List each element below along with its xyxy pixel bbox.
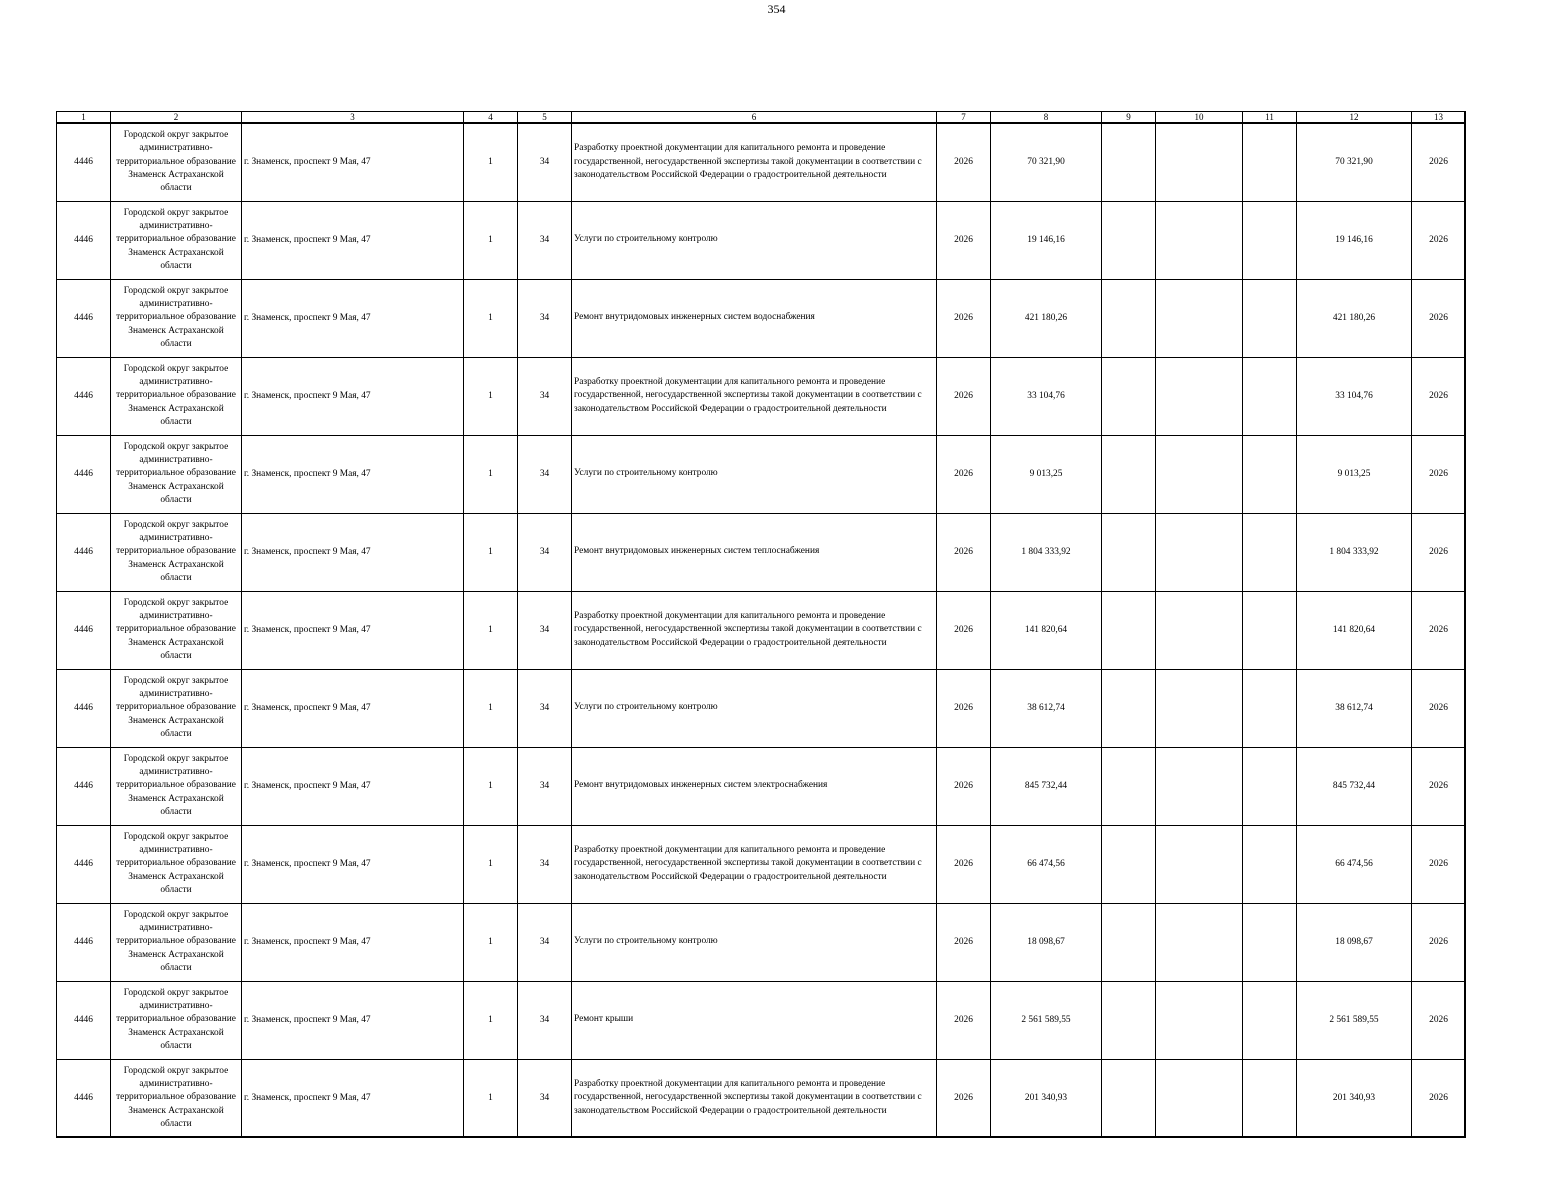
cell-col-11 bbox=[1243, 981, 1297, 1059]
cell-address: г. Знаменск, проспект 9 Мая, 47 bbox=[242, 279, 464, 357]
cell-col-5: 34 bbox=[518, 513, 572, 591]
column-header: 1 bbox=[57, 112, 111, 124]
cell-municipality: Городской округ закрытое административно-территориальное образование Знаменск Астраханской области bbox=[111, 201, 242, 279]
cell-owner-funds: 141 820,64 bbox=[1297, 591, 1412, 669]
cell-completion-year: 2026 bbox=[1412, 591, 1466, 669]
cell-total-cost: 19 146,16 bbox=[991, 201, 1102, 279]
cell-col-5: 34 bbox=[518, 1059, 572, 1137]
table-row bbox=[57, 279, 1466, 357]
cell-col-9 bbox=[1102, 513, 1156, 591]
cell-work-type: Ремонт внутридомовых инженерных систем водоснабжения bbox=[572, 279, 937, 357]
column-header: 11 bbox=[1243, 112, 1297, 124]
cell-record-number: 4446 bbox=[57, 123, 111, 201]
cell-col-10 bbox=[1156, 513, 1243, 591]
cell-col-11 bbox=[1243, 903, 1297, 981]
cell-completion-year: 2026 bbox=[1412, 669, 1466, 747]
cell-owner-funds: 421 180,26 bbox=[1297, 279, 1412, 357]
cell-record-number: 4446 bbox=[57, 435, 111, 513]
cell-col-10 bbox=[1156, 981, 1243, 1059]
cell-col-5: 34 bbox=[518, 123, 572, 201]
cell-record-number: 4446 bbox=[57, 201, 111, 279]
cell-year: 2026 bbox=[937, 591, 991, 669]
column-header: 5 bbox=[518, 112, 572, 124]
cell-address: г. Знаменск, проспект 9 Мая, 47 bbox=[242, 903, 464, 981]
cell-owner-funds: 845 732,44 bbox=[1297, 747, 1412, 825]
cell-col-4: 1 bbox=[464, 669, 518, 747]
cell-total-cost: 18 098,67 bbox=[991, 903, 1102, 981]
cell-col-4: 1 bbox=[464, 1059, 518, 1137]
cell-col-10 bbox=[1156, 1059, 1243, 1137]
page-number: 354 bbox=[767, 2, 786, 16]
cell-col-5: 34 bbox=[518, 435, 572, 513]
cell-record-number: 4446 bbox=[57, 669, 111, 747]
column-number-header-row bbox=[57, 112, 1466, 124]
cell-col-4: 1 bbox=[464, 435, 518, 513]
column-header: 9 bbox=[1102, 112, 1156, 124]
cell-municipality: Городской округ закрытое административно-территориальное образование Знаменск Астраханской области bbox=[111, 123, 242, 201]
cell-completion-year: 2026 bbox=[1412, 981, 1466, 1059]
cell-owner-funds: 2 561 589,55 bbox=[1297, 981, 1412, 1059]
cell-col-5: 34 bbox=[518, 981, 572, 1059]
cell-total-cost: 141 820,64 bbox=[991, 591, 1102, 669]
cell-col-4: 1 bbox=[464, 981, 518, 1059]
cell-col-10 bbox=[1156, 123, 1243, 201]
cell-col-9 bbox=[1102, 903, 1156, 981]
cell-col-5: 34 bbox=[518, 747, 572, 825]
cell-owner-funds: 201 340,93 bbox=[1297, 1059, 1412, 1137]
cell-year: 2026 bbox=[937, 435, 991, 513]
cell-col-9 bbox=[1102, 669, 1156, 747]
cell-municipality: Городской округ закрытое административно-территориальное образование Знаменск Астраханской области bbox=[111, 825, 242, 903]
cell-year: 2026 bbox=[937, 279, 991, 357]
cell-year: 2026 bbox=[937, 747, 991, 825]
cell-work-type: Ремонт крыши bbox=[572, 981, 937, 1059]
table-row bbox=[57, 981, 1466, 1059]
cell-col-5: 34 bbox=[518, 903, 572, 981]
cell-municipality: Городской округ закрытое административно-территориальное образование Знаменск Астраханской области bbox=[111, 435, 242, 513]
cell-completion-year: 2026 bbox=[1412, 201, 1466, 279]
column-header: 4 bbox=[464, 112, 518, 124]
cell-col-4: 1 bbox=[464, 591, 518, 669]
table-row bbox=[57, 747, 1466, 825]
cell-year: 2026 bbox=[937, 981, 991, 1059]
column-header: 8 bbox=[991, 112, 1102, 124]
cell-completion-year: 2026 bbox=[1412, 903, 1466, 981]
cell-work-type: Ремонт внутридомовых инженерных систем теплоснабжения bbox=[572, 513, 937, 591]
cell-work-type: Разработку проектной документации для капитального ремонта и проведение государственной, негосударственной экспертизы такой документации в соответствии с законодательством Российской Федерации о градостроительной деятельности bbox=[572, 357, 937, 435]
table-row bbox=[57, 435, 1466, 513]
column-header: 6 bbox=[572, 112, 937, 124]
cell-municipality: Городской округ закрытое административно-территориальное образование Знаменск Астраханской области bbox=[111, 747, 242, 825]
cell-col-10 bbox=[1156, 903, 1243, 981]
cell-address: г. Знаменск, проспект 9 Мая, 47 bbox=[242, 825, 464, 903]
cell-col-4: 1 bbox=[464, 747, 518, 825]
cell-owner-funds: 33 104,76 bbox=[1297, 357, 1412, 435]
cell-col-11 bbox=[1243, 513, 1297, 591]
cell-address: г. Знаменск, проспект 9 Мая, 47 bbox=[242, 435, 464, 513]
cell-work-type: Разработку проектной документации для капитального ремонта и проведение государственной, негосударственной экспертизы такой документации в соответствии с законодательством Российской Федерации о градостроительной деятельности bbox=[572, 123, 937, 201]
cell-col-5: 34 bbox=[518, 201, 572, 279]
cell-total-cost: 38 612,74 bbox=[991, 669, 1102, 747]
cell-address: г. Знаменск, проспект 9 Мая, 47 bbox=[242, 123, 464, 201]
cell-col-9 bbox=[1102, 123, 1156, 201]
cell-col-10 bbox=[1156, 435, 1243, 513]
cell-col-5: 34 bbox=[518, 591, 572, 669]
cell-total-cost: 70 321,90 bbox=[991, 123, 1102, 201]
table-row bbox=[57, 513, 1466, 591]
cell-record-number: 4446 bbox=[57, 591, 111, 669]
cell-total-cost: 421 180,26 bbox=[991, 279, 1102, 357]
cell-address: г. Знаменск, проспект 9 Мая, 47 bbox=[242, 591, 464, 669]
cell-col-9 bbox=[1102, 201, 1156, 279]
cell-address: г. Знаменск, проспект 9 Мая, 47 bbox=[242, 747, 464, 825]
cell-owner-funds: 70 321,90 bbox=[1297, 123, 1412, 201]
cell-record-number: 4446 bbox=[57, 981, 111, 1059]
cell-col-9 bbox=[1102, 825, 1156, 903]
cell-municipality: Городской округ закрытое административно-территориальное образование Знаменск Астраханской области bbox=[111, 513, 242, 591]
cell-col-4: 1 bbox=[464, 201, 518, 279]
cell-year: 2026 bbox=[937, 201, 991, 279]
cell-col-10 bbox=[1156, 591, 1243, 669]
cell-address: г. Знаменск, проспект 9 Мая, 47 bbox=[242, 357, 464, 435]
cell-col-5: 34 bbox=[518, 279, 572, 357]
cell-completion-year: 2026 bbox=[1412, 279, 1466, 357]
cell-col-11 bbox=[1243, 591, 1297, 669]
cell-year: 2026 bbox=[937, 903, 991, 981]
cell-completion-year: 2026 bbox=[1412, 1059, 1466, 1137]
column-header: 12 bbox=[1297, 112, 1412, 124]
cell-work-type: Разработку проектной документации для капитального ремонта и проведение государственной, негосударственной экспертизы такой документации в соответствии с законодательством Российской Федерации о градостроительной деятельности bbox=[572, 1059, 937, 1137]
cell-total-cost: 2 561 589,55 bbox=[991, 981, 1102, 1059]
cell-address: г. Знаменск, проспект 9 Мая, 47 bbox=[242, 981, 464, 1059]
table-row bbox=[57, 357, 1466, 435]
column-header: 3 bbox=[242, 112, 464, 124]
cell-completion-year: 2026 bbox=[1412, 357, 1466, 435]
cell-completion-year: 2026 bbox=[1412, 435, 1466, 513]
cell-col-11 bbox=[1243, 669, 1297, 747]
table-row bbox=[57, 201, 1466, 279]
cell-col-4: 1 bbox=[464, 825, 518, 903]
cell-address: г. Знаменск, проспект 9 Мая, 47 bbox=[242, 669, 464, 747]
table-row bbox=[57, 669, 1466, 747]
cell-address: г. Знаменск, проспект 9 Мая, 47 bbox=[242, 513, 464, 591]
cell-col-11 bbox=[1243, 279, 1297, 357]
cell-year: 2026 bbox=[937, 1059, 991, 1137]
cell-municipality: Городской округ закрытое административно-территориальное образование Знаменск Астраханской области bbox=[111, 279, 242, 357]
cell-municipality: Городской округ закрытое административно-территориальное образование Знаменск Астраханской области bbox=[111, 1059, 242, 1137]
cell-record-number: 4446 bbox=[57, 279, 111, 357]
cell-work-type: Ремонт внутридомовых инженерных систем электроснабжения bbox=[572, 747, 937, 825]
table-row bbox=[57, 123, 1466, 201]
cell-col-11 bbox=[1243, 1059, 1297, 1137]
cell-work-type: Разработку проектной документации для капитального ремонта и проведение государственной, негосударственной экспертизы такой документации в соответствии с законодательством Российской Федерации о градостроительной деятельности bbox=[572, 591, 937, 669]
cell-owner-funds: 19 146,16 bbox=[1297, 201, 1412, 279]
cell-work-type: Услуги по строительному контролю bbox=[572, 669, 937, 747]
table-row bbox=[57, 591, 1466, 669]
table-row bbox=[57, 903, 1466, 981]
column-header: 13 bbox=[1412, 112, 1466, 124]
cell-col-9 bbox=[1102, 435, 1156, 513]
column-header: 7 bbox=[937, 112, 991, 124]
cell-col-10 bbox=[1156, 201, 1243, 279]
cell-year: 2026 bbox=[937, 825, 991, 903]
cell-col-11 bbox=[1243, 747, 1297, 825]
cell-completion-year: 2026 bbox=[1412, 513, 1466, 591]
cell-owner-funds: 1 804 333,92 bbox=[1297, 513, 1412, 591]
cell-work-type: Разработку проектной документации для капитального ремонта и проведение государственной, негосударственной экспертизы такой документации в соответствии с законодательством Российской Федерации о градостроительной деятельности bbox=[572, 825, 937, 903]
cell-col-10 bbox=[1156, 747, 1243, 825]
cell-col-4: 1 bbox=[464, 279, 518, 357]
column-header: 2 bbox=[111, 112, 242, 124]
cell-completion-year: 2026 bbox=[1412, 123, 1466, 201]
cell-total-cost: 1 804 333,92 bbox=[991, 513, 1102, 591]
cell-year: 2026 bbox=[937, 123, 991, 201]
cell-col-10 bbox=[1156, 357, 1243, 435]
cell-owner-funds: 38 612,74 bbox=[1297, 669, 1412, 747]
cell-col-4: 1 bbox=[464, 123, 518, 201]
cell-work-type: Услуги по строительному контролю bbox=[572, 903, 937, 981]
cell-municipality: Городской округ закрытое административно-территориальное образование Знаменск Астраханской области bbox=[111, 981, 242, 1059]
cell-record-number: 4446 bbox=[57, 825, 111, 903]
cell-col-5: 34 bbox=[518, 357, 572, 435]
cell-year: 2026 bbox=[937, 513, 991, 591]
cell-address: г. Знаменск, проспект 9 Мая, 47 bbox=[242, 201, 464, 279]
cell-address: г. Знаменск, проспект 9 Мая, 47 bbox=[242, 1059, 464, 1137]
cell-col-9 bbox=[1102, 747, 1156, 825]
cell-work-type: Услуги по строительному контролю bbox=[572, 435, 937, 513]
cell-municipality: Городской округ закрытое административно-территориальное образование Знаменск Астраханской области bbox=[111, 357, 242, 435]
cell-col-11 bbox=[1243, 201, 1297, 279]
cell-col-11 bbox=[1243, 435, 1297, 513]
cell-col-9 bbox=[1102, 1059, 1156, 1137]
cell-col-10 bbox=[1156, 825, 1243, 903]
cell-owner-funds: 66 474,56 bbox=[1297, 825, 1412, 903]
cell-col-10 bbox=[1156, 279, 1243, 357]
cell-owner-funds: 18 098,67 bbox=[1297, 903, 1412, 981]
cell-completion-year: 2026 bbox=[1412, 825, 1466, 903]
cell-record-number: 4446 bbox=[57, 747, 111, 825]
cell-col-9 bbox=[1102, 981, 1156, 1059]
cell-year: 2026 bbox=[937, 357, 991, 435]
cell-col-9 bbox=[1102, 357, 1156, 435]
cell-col-4: 1 bbox=[464, 357, 518, 435]
cell-record-number: 4446 bbox=[57, 903, 111, 981]
cell-col-4: 1 bbox=[464, 903, 518, 981]
table-body bbox=[57, 123, 1466, 1137]
cell-owner-funds: 9 013,25 bbox=[1297, 435, 1412, 513]
column-header: 10 bbox=[1156, 112, 1243, 124]
cell-col-9 bbox=[1102, 279, 1156, 357]
cell-total-cost: 33 104,76 bbox=[991, 357, 1102, 435]
cell-col-9 bbox=[1102, 591, 1156, 669]
table-row bbox=[57, 825, 1466, 903]
capital-repair-table bbox=[56, 111, 1466, 1138]
cell-col-11 bbox=[1243, 825, 1297, 903]
cell-municipality: Городской округ закрытое административно-территориальное образование Знаменск Астраханской области bbox=[111, 591, 242, 669]
cell-col-5: 34 bbox=[518, 825, 572, 903]
cell-total-cost: 201 340,93 bbox=[991, 1059, 1102, 1137]
cell-record-number: 4446 bbox=[57, 513, 111, 591]
cell-municipality: Городской округ закрытое административно-территориальное образование Знаменск Астраханской области bbox=[111, 669, 242, 747]
cell-municipality: Городской округ закрытое административно-территориальное образование Знаменск Астраханской области bbox=[111, 903, 242, 981]
table-row bbox=[57, 1059, 1466, 1137]
cell-total-cost: 9 013,25 bbox=[991, 435, 1102, 513]
cell-work-type: Услуги по строительному контролю bbox=[572, 201, 937, 279]
cell-col-4: 1 bbox=[464, 513, 518, 591]
cell-col-10 bbox=[1156, 669, 1243, 747]
cell-record-number: 4446 bbox=[57, 1059, 111, 1137]
cell-col-11 bbox=[1243, 123, 1297, 201]
cell-total-cost: 66 474,56 bbox=[991, 825, 1102, 903]
cell-year: 2026 bbox=[937, 669, 991, 747]
cell-total-cost: 845 732,44 bbox=[991, 747, 1102, 825]
cell-completion-year: 2026 bbox=[1412, 747, 1466, 825]
cell-col-11 bbox=[1243, 357, 1297, 435]
cell-col-5: 34 bbox=[518, 669, 572, 747]
cell-record-number: 4446 bbox=[57, 357, 111, 435]
